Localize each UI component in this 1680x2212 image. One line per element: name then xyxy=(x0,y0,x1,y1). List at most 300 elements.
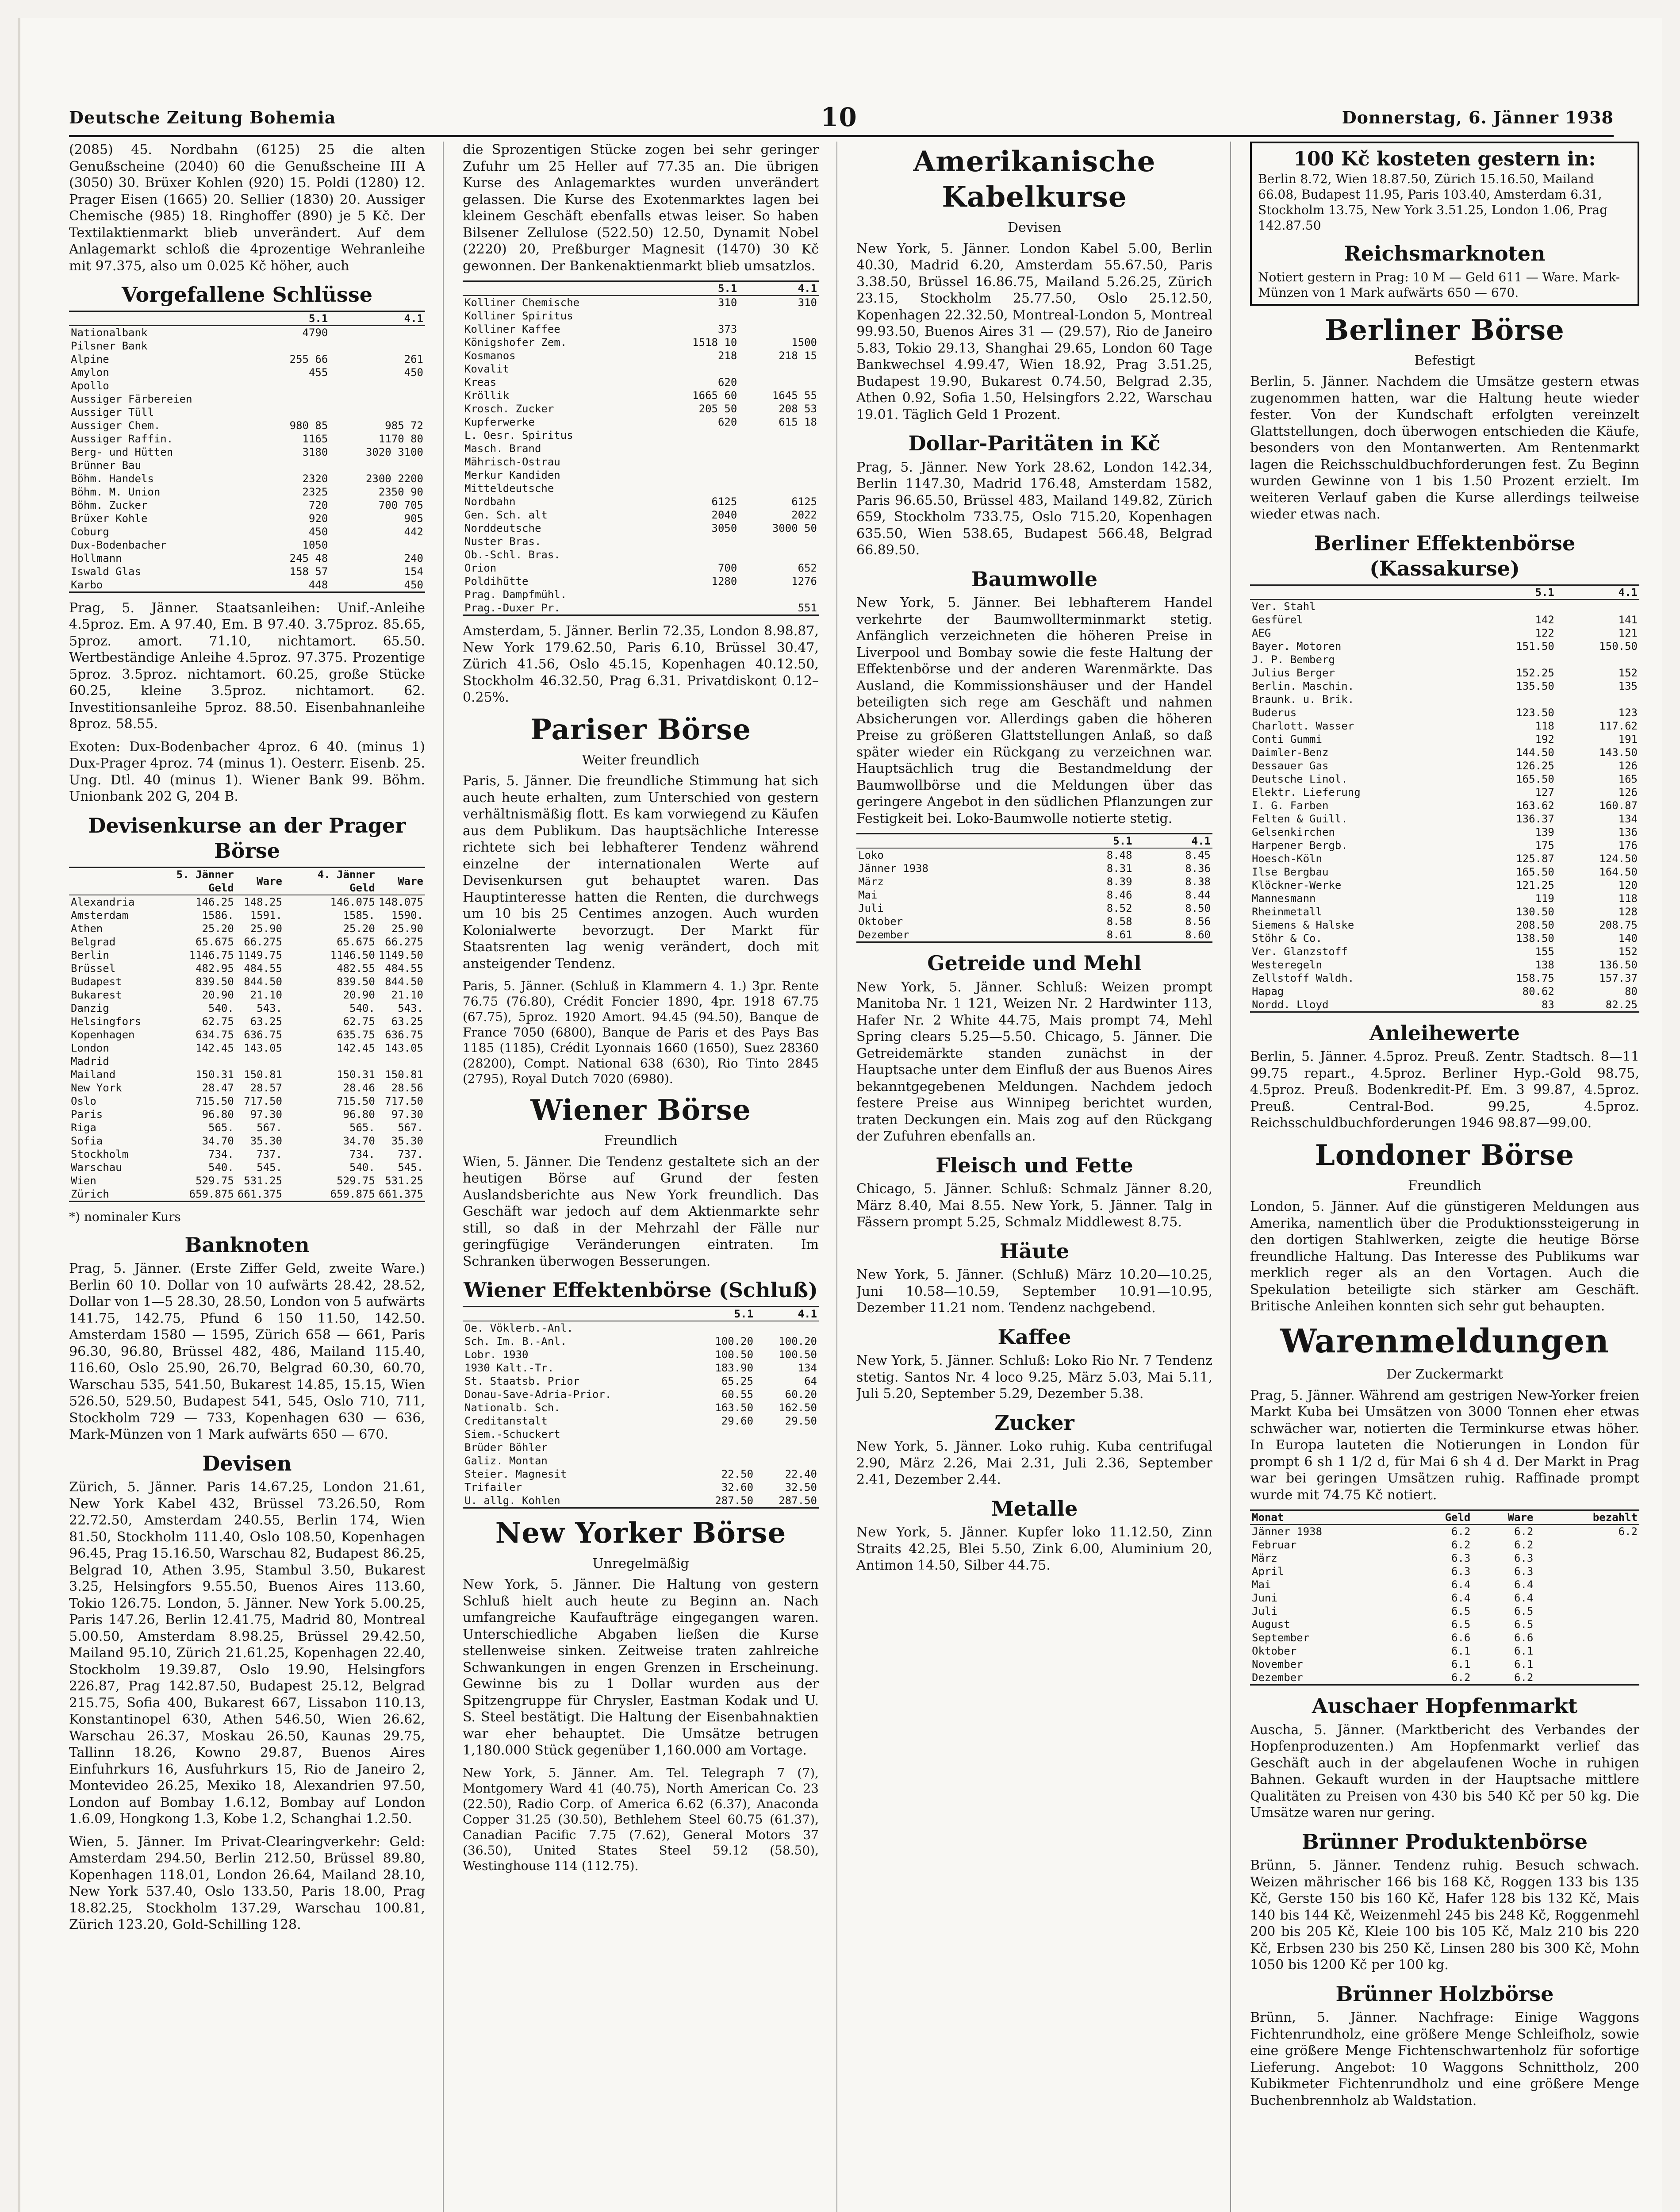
column-header: Geld xyxy=(1409,1511,1472,1525)
table-cell: Belgrad xyxy=(71,935,116,948)
stock-row xyxy=(1250,599,1639,613)
table-cell: März xyxy=(858,876,884,888)
table-cell: Stöhr & Co. xyxy=(1252,932,1322,945)
table-cell: 6.1 xyxy=(1514,1658,1534,1671)
table-cell xyxy=(739,482,819,495)
table-cell: Dux-Bodenbacher xyxy=(71,538,167,551)
table-cell: 567. xyxy=(257,1121,282,1134)
table-cell: Kopenhagen xyxy=(71,1028,135,1041)
table-cell: Danzig xyxy=(71,1002,109,1014)
table-cell: 450 xyxy=(308,525,328,538)
table-cell: Amylon xyxy=(71,366,109,379)
table-cell: 1276 xyxy=(791,575,817,588)
stock-row xyxy=(69,445,425,459)
table-cell: 6.2 xyxy=(1451,1671,1471,1684)
currency-row xyxy=(69,988,425,1002)
table-cell xyxy=(1535,1565,1639,1578)
table-cell: 160.87 xyxy=(1599,799,1638,812)
table-cell xyxy=(1535,1644,1639,1658)
stock-row xyxy=(463,575,819,588)
table-cell: 192 xyxy=(1535,733,1554,745)
table-cell: Prag. Dampfmühl. xyxy=(464,588,567,601)
table-cell: 83 xyxy=(1541,998,1554,1011)
table-cell: 28.46 xyxy=(343,1081,375,1094)
stock-row xyxy=(1250,958,1639,972)
table-cell: 21.10 xyxy=(250,988,282,1001)
table-cell: 6.1 xyxy=(1451,1645,1471,1657)
table-cell xyxy=(691,1321,755,1335)
table-header-row xyxy=(69,868,425,895)
table-cell: 565. xyxy=(349,1121,375,1134)
table-cell xyxy=(330,459,425,472)
futures-row xyxy=(1250,1551,1639,1565)
stock-row xyxy=(463,429,819,442)
table-cell: 162.50 xyxy=(779,1401,817,1414)
table-cell: 734. xyxy=(349,1148,375,1160)
table-cell xyxy=(1473,693,1556,706)
table-cell: 25.90 xyxy=(250,922,282,935)
stock-row xyxy=(69,552,425,565)
stock-row xyxy=(1250,772,1639,786)
stock-row xyxy=(463,349,819,362)
stock-row xyxy=(1250,985,1639,998)
column-header: bezahlt xyxy=(1535,1511,1639,1525)
fleisch-text: Chicago, 5. Jänner. Schluß: Schmalz Jänner 8.20, März 8.40, Mai 8.55. New York, 5. Jänner. Talg in Fässern prompt 5.25, Schmalz Middlewest 8.75. xyxy=(856,1181,1212,1230)
table-cell: 155 xyxy=(1535,945,1554,958)
stock-row xyxy=(69,512,425,525)
column-header: 4.1 xyxy=(1134,834,1212,848)
t1-table xyxy=(69,312,425,591)
table-cell: Nationalb. Sch. xyxy=(464,1401,560,1414)
table-cell xyxy=(659,482,739,495)
table-cell: 62.75 xyxy=(202,1015,234,1028)
hopfen-text: Auscha, 5. Jänner. (Marktbericht des Verbandes der Hopfenproduzenten.) Am Hopfenmarkt verlief das Geschäft auch in der abgelaufenen Woche in ruhigen Bahnen. Gekauft wurden in der Hauptsache mittlere Qualitäten zu Preisen von 430 bis 540 Kč per 50 kg. Die Umsätze waren nur gering. xyxy=(1250,1722,1639,1820)
table-cell: Hapag xyxy=(1252,985,1284,998)
table-cell xyxy=(330,339,425,353)
table-cell xyxy=(659,362,739,376)
section-title-devisen: Devisen xyxy=(202,1451,292,1475)
haute-text: New York, 5. Jänner. (Schluß) März 10.20—10.25, Juni 10.58—10.59, September 10.91—10.95, Dezember 11.21 nom. Tendenz nachgebend. xyxy=(856,1267,1212,1316)
table-cell: 1280 xyxy=(711,575,737,588)
stock-row xyxy=(1250,945,1639,958)
column-header: Ware xyxy=(1472,1511,1535,1525)
zucker-table xyxy=(1250,1509,1639,1686)
stock-row xyxy=(1250,719,1639,733)
table-cell: 6.1 xyxy=(1514,1645,1534,1657)
stock-row xyxy=(69,459,425,472)
table-cell: 659.875 xyxy=(189,1187,234,1200)
stock-row xyxy=(463,455,819,469)
section-title-kabelkurse: Amerikanische Kabelkurse xyxy=(913,145,1156,214)
stock-row xyxy=(463,296,819,309)
stock-row xyxy=(69,379,425,392)
table-cell: 980 85 xyxy=(289,419,328,432)
stock-row xyxy=(463,1321,819,1335)
stock-row xyxy=(69,406,425,419)
table-cell: Böhm. M. Union xyxy=(71,485,161,498)
table-cell: Sch. Im. B.-Anl. xyxy=(464,1335,567,1348)
table-cell: 700 xyxy=(717,562,737,574)
table-cell: 22.50 xyxy=(721,1467,754,1480)
futures-row xyxy=(856,915,1212,928)
header-rule xyxy=(69,135,1614,137)
table-cell: 8.39 xyxy=(1106,876,1132,888)
table-cell: Kolliner Spiritus xyxy=(464,310,573,322)
table-cell: 635.75 xyxy=(337,1028,375,1041)
table-cell: Pilsner Bank xyxy=(71,339,148,352)
table-cell: 140 xyxy=(1618,932,1638,945)
table-cell: 32.50 xyxy=(785,1481,817,1494)
table-cell xyxy=(755,1441,819,1454)
table-cell: Alexandria xyxy=(71,895,135,908)
table-cell: 8.52 xyxy=(1106,902,1132,914)
table-cell: 6.5 xyxy=(1451,1618,1471,1631)
table-cell: 208 53 xyxy=(779,403,817,415)
stock-row xyxy=(1250,852,1639,865)
table-cell: Nuster Bras. xyxy=(464,535,541,548)
table-cell: 118 xyxy=(1618,892,1638,905)
table-cell: 717.50 xyxy=(244,1094,282,1107)
table-cell: 373 xyxy=(717,323,737,335)
column-header xyxy=(463,1307,691,1321)
currency-row xyxy=(69,1081,425,1094)
table-cell: 151.50 xyxy=(1516,640,1554,653)
stock-row xyxy=(69,499,425,512)
table-cell: 905 xyxy=(404,512,423,525)
table-cell: Dezember xyxy=(858,929,909,941)
exoten-continued: die Sprozentigen Stücke zogen bei sehr geringer Zufuhr um 25 Heller auf 77.35 an. Die übrigen Kurse des Anlagemarktes wurden unverändert gelassen. Die Kurse des Exotenmarktes lagen bei kleinem Geschäft ebenfalls etwas leiser. So haben Bilsener Zellulose (522.50) 12.50, Dynamit Nobel (2220) 20, Preßburger Magnesit (1470) 30 Kč gewonnen. Der Bankenaktienmarkt blieb umsatzlos. xyxy=(463,142,819,274)
table-cell: Apollo xyxy=(71,379,109,392)
pariser-rates: Paris, 5. Jänner. (Schluß in Klammern 4. 1.) 3pr. Rente 76.75 (76.80), Crédit Foncier 1890, 4pr. 1918 67.75 (67.75), 5proz. 1920 Amort. 94.45 (94.50), Banque de France 7050 (6800), Banque de Paris et des Pays Bas 1185 (1185), Crédit Lyonnais 1660 (1650), Suez 28360 (28200), Compt. National 638 (630), Rio Tinto 2845 (2795), Royal Dutch 7020 (6980). xyxy=(463,979,819,1086)
table-cell xyxy=(659,429,739,442)
table-cell: 96.80 xyxy=(343,1108,375,1121)
table-cell xyxy=(739,323,819,336)
table-cell: U. allg. Kohlen xyxy=(464,1494,560,1507)
wien-clearing-text: Wien, 5. Jänner. Im Privat-Clearingverkehr: Geld: Amsterdam 294.50, Berlin 212.50, Brüssel 89.80, Kopenhagen 118.01, London 26.64, Mailand 28.10, New York 537.40, Oslo 133.50, Paris 18.00, Prag 18.82.25, Stockholm 137.29, Warschau 100.81, Zürich 123.20, Gold-Schilling 128. xyxy=(69,1834,425,1932)
table-cell: Julius Berger xyxy=(1252,666,1335,679)
table-cell: 661.375 xyxy=(378,1187,423,1200)
stock-row xyxy=(463,1401,819,1414)
stock-row xyxy=(463,336,819,349)
table-cell: Krosch. Zucker xyxy=(464,403,554,415)
stock-row xyxy=(463,1428,819,1441)
table-cell: 543. xyxy=(398,1002,423,1014)
table-cell: April xyxy=(1252,1565,1284,1578)
table-cell xyxy=(1535,1591,1639,1605)
table-cell: Ob.-Schl. Bras. xyxy=(464,549,560,561)
table-cell xyxy=(264,406,330,419)
table-cell: 6.5 xyxy=(1514,1605,1534,1617)
table-cell: 717.50 xyxy=(385,1094,423,1107)
section-title-fleisch: Fleisch und Fette xyxy=(936,1153,1133,1177)
table-cell xyxy=(1535,1618,1639,1631)
table-cell xyxy=(755,1454,819,1467)
table-cell xyxy=(1535,1578,1639,1591)
table-cell: 142.45 xyxy=(196,1041,234,1054)
table-cell: 80 xyxy=(1625,985,1638,998)
table-cell: Elektr. Lieferung xyxy=(1252,786,1361,799)
column-header: Ware xyxy=(377,868,425,895)
table-cell: 6.4 xyxy=(1514,1578,1534,1591)
table-cell: 141 xyxy=(1618,613,1638,626)
table-cell: J. P. Bemberg xyxy=(1252,653,1335,666)
table-cell: September xyxy=(1252,1632,1310,1644)
table-cell: 20.90 xyxy=(202,988,234,1001)
exchange-banner xyxy=(1250,142,1639,306)
currency-row xyxy=(69,1187,425,1201)
table-cell xyxy=(659,309,739,323)
stock-row xyxy=(69,366,425,379)
table-cell: Dezember xyxy=(1252,1671,1303,1684)
table-cell: 8.31 xyxy=(1106,862,1132,875)
table-cell: Bukarest xyxy=(71,988,122,1001)
currency-row xyxy=(69,1121,425,1134)
table-cell: 1500 xyxy=(791,336,817,349)
stock-row xyxy=(1250,905,1639,918)
table-cell: 158.75 xyxy=(1516,972,1554,984)
section-title-wiener-effekten: Wiener Effektenbörse (Schluß) xyxy=(464,1278,818,1302)
table-cell: 96.80 xyxy=(202,1108,234,1121)
table-cell: Trifailer xyxy=(464,1481,522,1494)
table-cell: 620 xyxy=(717,416,737,428)
table-cell: Hoesch-Köln xyxy=(1252,852,1322,865)
table-cell: Merkur Kandiden xyxy=(464,469,560,481)
column-header: 4.1 xyxy=(739,282,819,296)
table-cell xyxy=(739,309,819,323)
table-cell: 450 xyxy=(404,578,423,591)
table-cell: 60.55 xyxy=(721,1388,754,1401)
currency-rates-table xyxy=(69,867,425,1202)
table-cell: Amsterdam xyxy=(71,909,129,922)
table-cell: 142 xyxy=(1535,613,1554,626)
table-cell: 120 xyxy=(1618,879,1638,891)
currency-row xyxy=(69,922,425,935)
table-cell: 985 72 xyxy=(385,419,423,432)
table-cell: 126 xyxy=(1618,759,1638,772)
stock-row xyxy=(1250,932,1639,945)
table-cell: Madrid xyxy=(71,1055,109,1068)
stock-row xyxy=(463,535,819,548)
table-cell: 6.3 xyxy=(1514,1552,1534,1564)
table-cell: 117.62 xyxy=(1599,719,1638,732)
table-cell: Kröllik xyxy=(464,389,510,402)
stock-row xyxy=(1250,706,1639,719)
table-cell: Gelsenkirchen xyxy=(1252,826,1335,838)
table-cell: Berlin. Maschin. xyxy=(1252,680,1354,692)
table-cell: 34.70 xyxy=(202,1134,234,1147)
table-cell: 123.50 xyxy=(1516,706,1554,719)
stock-row xyxy=(463,362,819,376)
futures-row xyxy=(856,902,1212,915)
column-header xyxy=(856,834,1055,848)
currency-row xyxy=(69,935,425,949)
table-cell: 6.2 xyxy=(1514,1525,1534,1538)
table-cell: 8.50 xyxy=(1185,902,1211,914)
table-cell: Bayer. Motoren xyxy=(1252,640,1342,653)
table-cell xyxy=(739,548,819,561)
table-cell xyxy=(659,469,739,482)
table-cell: Hollmann xyxy=(71,552,122,565)
stock-row xyxy=(1250,640,1639,653)
column-header: 4.1 xyxy=(330,312,425,326)
table-cell xyxy=(739,588,819,601)
table-cell: 6.3 xyxy=(1451,1565,1471,1578)
futures-row xyxy=(856,928,1212,941)
section-title-banknoten: Banknoten xyxy=(184,1233,310,1257)
table-cell: Gesfürel xyxy=(1252,613,1303,626)
table-cell: 146.25 xyxy=(196,895,234,908)
futures-row xyxy=(1250,1591,1639,1605)
table-cell: 287.50 xyxy=(779,1494,817,1507)
table-cell: Norddeutsche xyxy=(464,522,541,534)
table-cell: 700 705 xyxy=(378,499,423,511)
table-cell: 28.57 xyxy=(250,1081,282,1094)
table-cell: 97.30 xyxy=(391,1108,423,1121)
table-cell: 32.60 xyxy=(721,1481,754,1494)
t5-table xyxy=(856,834,1212,941)
table-cell: Klöckner-Werke xyxy=(1252,879,1342,891)
table-cell: 8.45 xyxy=(1185,849,1211,861)
stock-row xyxy=(463,601,819,614)
stock-row xyxy=(1250,812,1639,826)
table-cell: Februar xyxy=(1252,1539,1297,1551)
stock-row xyxy=(1250,839,1639,852)
section-title-londoner: Londoner Börse xyxy=(1315,1138,1575,1172)
table-cell xyxy=(1556,693,1639,706)
table-cell: 150.81 xyxy=(385,1068,423,1081)
table-cell: 6.5 xyxy=(1451,1605,1471,1617)
table-cell: Böhm. Zucker xyxy=(71,499,148,511)
nyb-subtitle: Unregelmäßig xyxy=(592,1555,689,1571)
t6-table xyxy=(1250,586,1639,1011)
table-cell: Aussiger Chem. xyxy=(71,419,161,432)
table-cell: 4790 xyxy=(302,326,328,339)
table-cell: 6.5 xyxy=(1514,1618,1534,1631)
table-cell: 482.95 xyxy=(196,962,234,975)
table-cell xyxy=(1535,1658,1639,1671)
banner-text: Berlin 8.72, Wien 18.87.50, Zürich 15.16.50, Mailand 66.08, Budapest 11.95, Paris 103.40, Amsterdam 6.31, Stockholm 13.75, New York 3.51.25, London 1.06, Prag 142.87.50 xyxy=(1258,172,1608,233)
table-cell: 100.20 xyxy=(715,1335,754,1348)
currency-row xyxy=(69,1108,425,1121)
table-cell: 1930 Kalt.-Tr. xyxy=(464,1361,554,1374)
table-cell: 543. xyxy=(257,1002,282,1014)
nyb-rates: New York, 5. Jänner. Am. Tel. Telegraph 7 (7), Montgomery Ward 41 (40.75), North American Co. 23 (22.50), Radio Corp. of America 6.62 (6.37), Anaconda Copper 31.25 (30.50), Bethlehem Steel 60.75 (61.37), Canadian Pacific 7.75 (7.62), General Motors 37 (36.50), United States Steel 59.12 (58.50), Westinghouse 114 (112.75). xyxy=(463,1765,819,1873)
table-cell xyxy=(284,1055,377,1068)
nominal-note: *) nominaler Kurs xyxy=(69,1209,181,1224)
table-cell: 545. xyxy=(257,1161,282,1174)
section-title-dollar: Dollar-Paritäten in Kč xyxy=(908,431,1161,455)
stock-row xyxy=(1250,879,1639,892)
table-cell: 3180 xyxy=(302,445,328,458)
table-cell: Rheinmetall xyxy=(1252,905,1322,918)
table-cell: Böhm. Handels xyxy=(71,472,154,485)
stock-row xyxy=(1250,998,1639,1011)
table-cell: Wien xyxy=(71,1174,96,1187)
table-cell: Mailand xyxy=(71,1068,116,1081)
futures-row xyxy=(1250,1565,1639,1578)
table-cell: 551 xyxy=(798,602,817,614)
table-cell: 134 xyxy=(1618,812,1638,825)
t2-table xyxy=(69,868,425,1201)
table-cell: Nordbahn xyxy=(464,495,516,508)
table-cell: Warschau xyxy=(71,1161,122,1174)
currency-row xyxy=(69,949,425,962)
wiener-subtitle: Freundlich xyxy=(604,1133,678,1148)
table-cell: 100.20 xyxy=(779,1335,817,1348)
table-cell: 144.50 xyxy=(1516,746,1554,759)
stock-row xyxy=(69,565,425,578)
futures-row xyxy=(856,862,1212,875)
nyb-text: New York, 5. Jänner. Die Haltung von gestern Schluß hielt auch heute zu Beginn an. Nach umfangreiche Kaufaufträge eingegangen waren. Unterschiedliche Abgaben ließen die Kurse stellenweise sinken. Zeitweise traten zahlreiche Schwankungen in engen Grenzen in Erscheinung. Gewinne bis zu 1 Dollar wurden aus der Spitzengruppe für Chrysler, Eastman Kodak und U. S. Steel bestätigt. Die Haltung der Eisenbahnaktien war eher behauptet. Die Umsätze betrugen 1,180.000 Stück gegenüber 1,160.000 am Vortage. xyxy=(463,1577,819,1758)
prag-bonds-text: Prag, 5. Jänner. Staatsanleihen: Unif.-Anleihe 4.5proz. Em. A 97.40, Em. B 97.40. 3.75proz. 85.65, 5proz. amort. 71.10, nichtamort. 65.50. Wertbeständige Anleihe 4.5proz. 97.375. Prozentige 5proz. 3.5proz. nichtamort. 60.25, große Stücke 60.25, kleine 3.5proz. nichtamort. 62. Investitionsanleihe 5proz. 88.50. Eisenbahnanleihe 8proz. 58.55. xyxy=(69,600,425,732)
table-cell: 8.61 xyxy=(1106,929,1132,941)
table-cell: 2040 xyxy=(711,509,737,521)
table-cell: 529.75 xyxy=(196,1174,234,1187)
table-cell: 1165 xyxy=(302,432,328,445)
getreide-text: New York, 5. Jänner. Schluß: Weizen prompt Manitoba Nr. 1 121, Weizen Nr. 2 Hardwinter 113, Hafer Nr. 2 White 44.75, Mais prompt 74, Mehl Spring clears 5.25—5.50. Chicago, 5. Jänner. Die Getreidemärkte standen zunächst in der Hauptsache unter dem Einfluß der aus Buenos Aires bekanntgegebenen Meldungen. Nachdem jedoch festere Preise aus Winnipeg berichtet wurden, traten Deckungen ein. Mais zog auf den Rückgang der Zufuhren ebenfalls an. xyxy=(856,979,1212,1144)
column-header xyxy=(463,282,659,296)
table-cell: Daimler-Benz xyxy=(1252,746,1329,759)
table-cell xyxy=(739,362,819,376)
kabel-text: New York, 5. Jänner. London Kabel 5.00, Berlin 40.30, Madrid 6.20, Amsterdam 55.67.50, Paris 3.38.50, Brüssel 16.86.75, Mailand 5.26.25, Zürich 23.15, Stockholm 25.77.50, Oslo 25.12.50, Kopenhagen 22.32.50, Montreal-London 5, Montreal 99.93.50, Buenos Aires 31 — (29.57), Rio de Janeiro 5.83, Tokio 29.13, Shanghai 29.65, London 60 Tage Bankwechsel 4.99.47, Wien 18.92, Prag 3.51.25, Budapest 19.90, Bukarest 0.74.50, Belgrad 2.35, Athen 0.92, Sofia 1.50, Helsingfors 2.22, Warschau 19.01. Täglich Geld 1 Prozent. xyxy=(856,241,1212,422)
table-cell: 6125 xyxy=(711,495,737,508)
table-cell: 100.50 xyxy=(779,1348,817,1361)
exoten-text: Exoten: Dux-Bodenbacher 4proz. 6 40. (minus 1) Dux-Prager 4proz. 74 (minus 1). Oesterr. Eisenb. 25. Ung. Dtl. 40 (minus 1). Wiener Bank 99. Böhm. Unionbank 202 G, 204 B. xyxy=(69,739,425,804)
table-cell: Westeregeln xyxy=(1252,958,1322,971)
table-cell: 531.25 xyxy=(385,1174,423,1187)
section-title-haute: Häute xyxy=(999,1239,1070,1263)
table-cell: Juni xyxy=(1252,1592,1277,1604)
stock-row xyxy=(69,525,425,538)
table-cell: 448 xyxy=(308,578,328,591)
table-cell: 2300 2200 xyxy=(365,472,423,485)
table-cell: 1149.75 xyxy=(237,949,282,961)
table-cell: 183.90 xyxy=(715,1361,754,1374)
table-cell: 126.25 xyxy=(1516,759,1554,772)
table-cell xyxy=(264,339,330,353)
table-cell: Siemens & Halske xyxy=(1252,918,1354,931)
column-header xyxy=(1250,586,1473,599)
table-cell: Oktober xyxy=(858,915,903,928)
table-cell: 1146.50 xyxy=(330,949,375,961)
table-cell: 118 xyxy=(1535,719,1554,732)
table-cell: Gen. Sch. alt xyxy=(464,509,548,521)
section-title-produkten: Brünner Produktenbörse xyxy=(1301,1829,1588,1854)
table-cell: 28.47 xyxy=(202,1081,234,1094)
section-title-reichsmark: Reichsmarknoten xyxy=(1344,242,1546,265)
currency-row xyxy=(69,975,425,988)
table-cell xyxy=(659,588,739,601)
futures-row xyxy=(856,875,1212,888)
table-cell: 839.50 xyxy=(196,975,234,988)
table-cell: Budapest xyxy=(71,975,122,988)
table-cell: 29.60 xyxy=(721,1414,754,1427)
stock-row xyxy=(1250,918,1639,932)
section-title-hopfen: Auschaer Hopfenmarkt xyxy=(1312,1694,1578,1718)
table-cell xyxy=(691,1428,755,1441)
table-cell: 66.275 xyxy=(244,935,282,948)
table-header-row xyxy=(463,1307,819,1321)
table-cell: 1591. xyxy=(250,909,282,922)
table-cell: Stockholm xyxy=(71,1148,129,1160)
table-cell: 139 xyxy=(1535,826,1554,838)
newspaper-page xyxy=(18,18,1662,2212)
table-cell: Ilse Bergbau xyxy=(1252,865,1329,878)
table-cell: Brünner Bau xyxy=(71,459,141,472)
table-cell: Braunk. u. Brik. xyxy=(1252,693,1354,706)
table-cell: 142.45 xyxy=(337,1041,375,1054)
berliner-subtitle: Befestigt xyxy=(1414,353,1475,369)
